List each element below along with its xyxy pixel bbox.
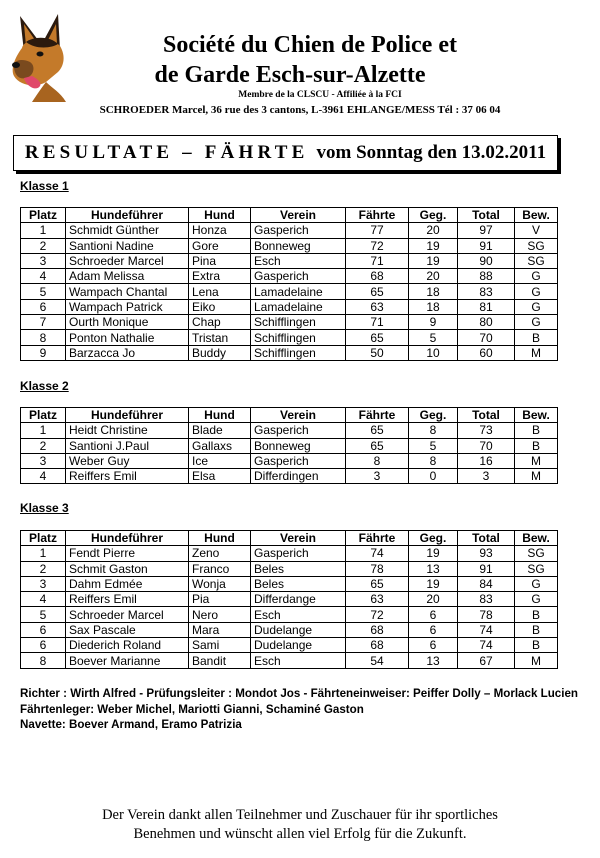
table-row: [21, 438, 558, 453]
cell-total: 80: [458, 315, 515, 330]
cell-verein: Schifflingen: [251, 330, 346, 345]
cell-total: 88: [458, 269, 515, 284]
cell-geg: 19: [409, 546, 458, 561]
table-row: [21, 561, 558, 576]
cell-faehrte: 50: [346, 345, 409, 360]
cell-faehrte: 71: [346, 253, 409, 268]
cell-bew: SG: [515, 253, 558, 268]
cell-geg: 18: [409, 299, 458, 314]
club-title-line2: de Garde Esch-sur-Alzette: [154, 62, 426, 88]
cell-geg: 19: [409, 576, 458, 591]
cell-platz: 6: [21, 622, 66, 637]
column-header-platz: Platz: [21, 208, 66, 223]
officials-judges: Richter : Wirth Alfred - Prüfungsleiter : Mondot Jos - Fährteneinweiser: Peiffer Dolly – Morlack Lucien: [20, 687, 578, 700]
klasse-2-heading: Klasse 2: [20, 379, 69, 393]
cell-geg: 6: [409, 607, 458, 622]
cell-faehrte: 65: [346, 438, 409, 453]
cell-verein: Differdingen: [251, 469, 346, 484]
cell-platz: 3: [21, 253, 66, 268]
cell-hund: Sami: [189, 638, 251, 653]
cell-verein: Esch: [251, 607, 346, 622]
column-header-faehrte: Fährte: [346, 208, 409, 223]
column-header-hund: Hund: [189, 531, 251, 546]
cell-platz: 6: [21, 299, 66, 314]
cell-verein: Schifflingen: [251, 345, 346, 360]
results-table-klasse-3: [20, 530, 558, 669]
cell-hund: Nero: [189, 607, 251, 622]
cell-hund: Elsa: [189, 469, 251, 484]
cell-faehrte: 71: [346, 315, 409, 330]
cell-faehrte: 8: [346, 453, 409, 468]
cell-total: 84: [458, 576, 515, 591]
cell-verein: Dudelange: [251, 622, 346, 637]
cell-bew: SG: [515, 546, 558, 561]
cell-hundefuehrer: Schmit Gaston: [66, 561, 189, 576]
cell-total: 90: [458, 253, 515, 268]
table-row: [21, 453, 558, 468]
cell-faehrte: 68: [346, 269, 409, 284]
cell-faehrte: 3: [346, 469, 409, 484]
cell-faehrte: 77: [346, 223, 409, 238]
column-header-platz: Platz: [21, 531, 66, 546]
cell-bew: G: [515, 269, 558, 284]
cell-hund: Eiko: [189, 299, 251, 314]
cell-geg: 0: [409, 469, 458, 484]
cell-bew: G: [515, 315, 558, 330]
table-row: [21, 269, 558, 284]
cell-total: 74: [458, 622, 515, 637]
cell-platz: 2: [21, 561, 66, 576]
membership-line: Membre de la CLSCU - Affiliée à la FCI: [238, 90, 402, 100]
table-row: [21, 238, 558, 253]
column-header-faehrte: Fährte: [346, 408, 409, 423]
cell-verein: Gasperich: [251, 423, 346, 438]
cell-hundefuehrer: Wampach Chantal: [66, 284, 189, 299]
cell-faehrte: 72: [346, 607, 409, 622]
column-header-bew: Bew.: [515, 208, 558, 223]
cell-hundefuehrer: Fendt Pierre: [66, 546, 189, 561]
klasse-1-heading: Klasse 1: [20, 179, 69, 193]
cell-platz: 4: [21, 269, 66, 284]
table-row: [21, 576, 558, 591]
officials: [20, 686, 578, 733]
cell-platz: 8: [21, 653, 66, 668]
cell-geg: 8: [409, 423, 458, 438]
klasse-3-heading: Klasse 3: [20, 501, 69, 515]
cell-hundefuehrer: Reiffers Emil: [66, 469, 189, 484]
cell-bew: B: [515, 638, 558, 653]
cell-total: 83: [458, 592, 515, 607]
cell-faehrte: 68: [346, 638, 409, 653]
results-banner: [13, 135, 558, 171]
cell-hund: Mara: [189, 622, 251, 637]
cell-faehrte: 65: [346, 284, 409, 299]
cell-hund: Blade: [189, 423, 251, 438]
cell-verein: Esch: [251, 653, 346, 668]
cell-hundefuehrer: Santioni Nadine: [66, 238, 189, 253]
cell-verein: Differdange: [251, 592, 346, 607]
cell-platz: 4: [21, 592, 66, 607]
table-row: [21, 330, 558, 345]
cell-hund: Wonja: [189, 576, 251, 591]
column-header-bew: Bew.: [515, 408, 558, 423]
cell-hundefuehrer: Ponton Nathalie: [66, 330, 189, 345]
cell-hundefuehrer: Diederich Roland: [66, 638, 189, 653]
cell-hundefuehrer: Heidt Christine: [66, 423, 189, 438]
column-header-bew: Bew.: [515, 531, 558, 546]
column-header-hundefuehrer: Hundeführer: [66, 408, 189, 423]
cell-total: 3: [458, 469, 515, 484]
banner-date: vom Sonntag den 13.02.2011: [316, 142, 547, 163]
header-row: [21, 408, 558, 423]
column-header-faehrte: Fährte: [346, 531, 409, 546]
cell-total: 78: [458, 607, 515, 622]
table-row: [21, 345, 558, 360]
table-row: [21, 423, 558, 438]
column-header-total: Total: [458, 408, 515, 423]
cell-bew: M: [515, 345, 558, 360]
club-title-line1: Société du Chien de Police et: [163, 32, 457, 58]
cell-verein: Bonneweg: [251, 238, 346, 253]
cell-verein: Schifflingen: [251, 315, 346, 330]
cell-platz: 5: [21, 607, 66, 622]
table-row: [21, 253, 558, 268]
cell-verein: Esch: [251, 253, 346, 268]
cell-platz: 2: [21, 238, 66, 253]
cell-bew: B: [515, 607, 558, 622]
cell-platz: 4: [21, 469, 66, 484]
cell-hund: Ice: [189, 453, 251, 468]
table-row: [21, 299, 558, 314]
cell-platz: 7: [21, 315, 66, 330]
cell-total: 70: [458, 330, 515, 345]
cell-faehrte: 65: [346, 423, 409, 438]
closing-note: [0, 806, 600, 844]
cell-hund: Extra: [189, 269, 251, 284]
cell-geg: 5: [409, 438, 458, 453]
cell-hundefuehrer: Reiffers Emil: [66, 592, 189, 607]
cell-verein: Bonneweg: [251, 438, 346, 453]
cell-geg: 19: [409, 238, 458, 253]
cell-platz: 2: [21, 438, 66, 453]
cell-geg: 5: [409, 330, 458, 345]
table-row: [21, 546, 558, 561]
officials-trackers: Fährtenleger: Weber Michel, Mariotti Gianni, Schaminé Gaston: [20, 702, 364, 716]
column-header-verein: Verein: [251, 531, 346, 546]
cell-total: 91: [458, 561, 515, 576]
cell-platz: 6: [21, 638, 66, 653]
cell-hund: Honza: [189, 223, 251, 238]
closing-line2: Benehmen und wünscht allen viel Erfolg für die Zukunft.: [133, 826, 467, 842]
cell-hundefuehrer: Ourth Monique: [66, 315, 189, 330]
cell-total: 60: [458, 345, 515, 360]
cell-hund: Tristan: [189, 330, 251, 345]
table-row: [21, 223, 558, 238]
column-header-hund: Hund: [189, 208, 251, 223]
cell-geg: 20: [409, 223, 458, 238]
cell-hund: Bandit: [189, 653, 251, 668]
cell-hund: Gore: [189, 238, 251, 253]
results-table-klasse-1: [20, 207, 558, 361]
table-row: [21, 284, 558, 299]
cell-geg: 10: [409, 345, 458, 360]
cell-hund: Zeno: [189, 546, 251, 561]
column-header-total: Total: [458, 531, 515, 546]
cell-bew: B: [515, 330, 558, 345]
cell-hundefuehrer: Boever Marianne: [66, 653, 189, 668]
cell-hund: Gallaxs: [189, 438, 251, 453]
column-header-hund: Hund: [189, 408, 251, 423]
column-header-geg: Geg.: [409, 208, 458, 223]
column-header-hundefuehrer: Hundeführer: [66, 208, 189, 223]
cell-platz: 5: [21, 284, 66, 299]
cell-total: 73: [458, 423, 515, 438]
cell-total: 16: [458, 453, 515, 468]
cell-hund: Pina: [189, 253, 251, 268]
cell-platz: 1: [21, 423, 66, 438]
cell-geg: 9: [409, 315, 458, 330]
cell-bew: M: [515, 469, 558, 484]
cell-total: 91: [458, 238, 515, 253]
cell-hundefuehrer: Schmidt Günther: [66, 223, 189, 238]
cell-faehrte: 68: [346, 622, 409, 637]
cell-geg: 20: [409, 592, 458, 607]
column-header-hundefuehrer: Hundeführer: [66, 531, 189, 546]
cell-hundefuehrer: Schroeder Marcel: [66, 607, 189, 622]
cell-hundefuehrer: Sax Pascale: [66, 622, 189, 637]
address-line: SCHROEDER Marcel, 36 rue des 3 cantons, L-3961 EHLANGE/MESS Tél : 37 06 04: [99, 104, 501, 116]
cell-hundefuehrer: Santioni J.Paul: [66, 438, 189, 453]
cell-bew: G: [515, 592, 558, 607]
cell-total: 74: [458, 638, 515, 653]
cell-hund: Chap: [189, 315, 251, 330]
cell-platz: 1: [21, 546, 66, 561]
cell-hundefuehrer: Wampach Patrick: [66, 299, 189, 314]
cell-bew: B: [515, 438, 558, 453]
closing-line1: Der Verein dankt allen Teilnehmer und Zuschauer für ihr sportliches: [102, 807, 498, 823]
cell-total: 93: [458, 546, 515, 561]
results-table-klasse-2: [20, 407, 558, 484]
cell-platz: 9: [21, 345, 66, 360]
cell-verein: Beles: [251, 561, 346, 576]
column-header-geg: Geg.: [409, 531, 458, 546]
cell-total: 67: [458, 653, 515, 668]
cell-geg: 13: [409, 561, 458, 576]
cell-bew: G: [515, 299, 558, 314]
cell-verein: Lamadelaine: [251, 299, 346, 314]
cell-bew: G: [515, 284, 558, 299]
cell-total: 81: [458, 299, 515, 314]
cell-geg: 6: [409, 622, 458, 637]
cell-bew: M: [515, 653, 558, 668]
cell-bew: M: [515, 453, 558, 468]
cell-hundefuehrer: Dahm Edmée: [66, 576, 189, 591]
table-row: [21, 653, 558, 668]
table-row: [21, 622, 558, 637]
table-row: [21, 315, 558, 330]
table-row: [21, 592, 558, 607]
club-title: [100, 30, 520, 90]
cell-faehrte: 63: [346, 592, 409, 607]
cell-platz: 1: [21, 223, 66, 238]
cell-faehrte: 65: [346, 330, 409, 345]
cell-hund: Buddy: [189, 345, 251, 360]
column-header-total: Total: [458, 208, 515, 223]
cell-faehrte: 65: [346, 576, 409, 591]
column-header-verein: Verein: [251, 208, 346, 223]
column-header-geg: Geg.: [409, 408, 458, 423]
cell-hund: Pia: [189, 592, 251, 607]
cell-hundefuehrer: Adam Melissa: [66, 269, 189, 284]
cell-faehrte: 63: [346, 299, 409, 314]
cell-total: 97: [458, 223, 515, 238]
cell-faehrte: 72: [346, 238, 409, 253]
cell-hund: Lena: [189, 284, 251, 299]
cell-geg: 19: [409, 253, 458, 268]
header-row: [21, 208, 558, 223]
cell-bew: B: [515, 622, 558, 637]
cell-hundefuehrer: Barzacca Jo: [66, 345, 189, 360]
cell-hund: Franco: [189, 561, 251, 576]
cell-hundefuehrer: Weber Guy: [66, 453, 189, 468]
table-row: [21, 607, 558, 622]
cell-platz: 3: [21, 453, 66, 468]
cell-total: 70: [458, 438, 515, 453]
cell-bew: SG: [515, 561, 558, 576]
cell-geg: 8: [409, 453, 458, 468]
officials-navette: Navette: Boever Armand, Eramo Patrizia: [20, 718, 242, 731]
cell-faehrte: 74: [346, 546, 409, 561]
cell-bew: V: [515, 223, 558, 238]
cell-bew: B: [515, 423, 558, 438]
cell-verein: Dudelange: [251, 638, 346, 653]
header-row: [21, 531, 558, 546]
cell-geg: 6: [409, 638, 458, 653]
cell-verein: Lamadelaine: [251, 284, 346, 299]
cell-platz: 8: [21, 330, 66, 345]
cell-verein: Gasperich: [251, 223, 346, 238]
banner-heading: RESULTATE – FÄHRTE: [24, 142, 309, 163]
cell-geg: 13: [409, 653, 458, 668]
column-header-verein: Verein: [251, 408, 346, 423]
cell-verein: Beles: [251, 576, 346, 591]
table-row: [21, 638, 558, 653]
cell-geg: 20: [409, 269, 458, 284]
cell-bew: SG: [515, 238, 558, 253]
cell-platz: 3: [21, 576, 66, 591]
table-row: [21, 469, 558, 484]
cell-faehrte: 54: [346, 653, 409, 668]
cell-bew: G: [515, 576, 558, 591]
cell-verein: Gasperich: [251, 453, 346, 468]
cell-faehrte: 78: [346, 561, 409, 576]
column-header-platz: Platz: [21, 408, 66, 423]
cell-geg: 18: [409, 284, 458, 299]
cell-verein: Gasperich: [251, 546, 346, 561]
cell-hundefuehrer: Schroeder Marcel: [66, 253, 189, 268]
cell-total: 83: [458, 284, 515, 299]
cell-verein: Gasperich: [251, 269, 346, 284]
